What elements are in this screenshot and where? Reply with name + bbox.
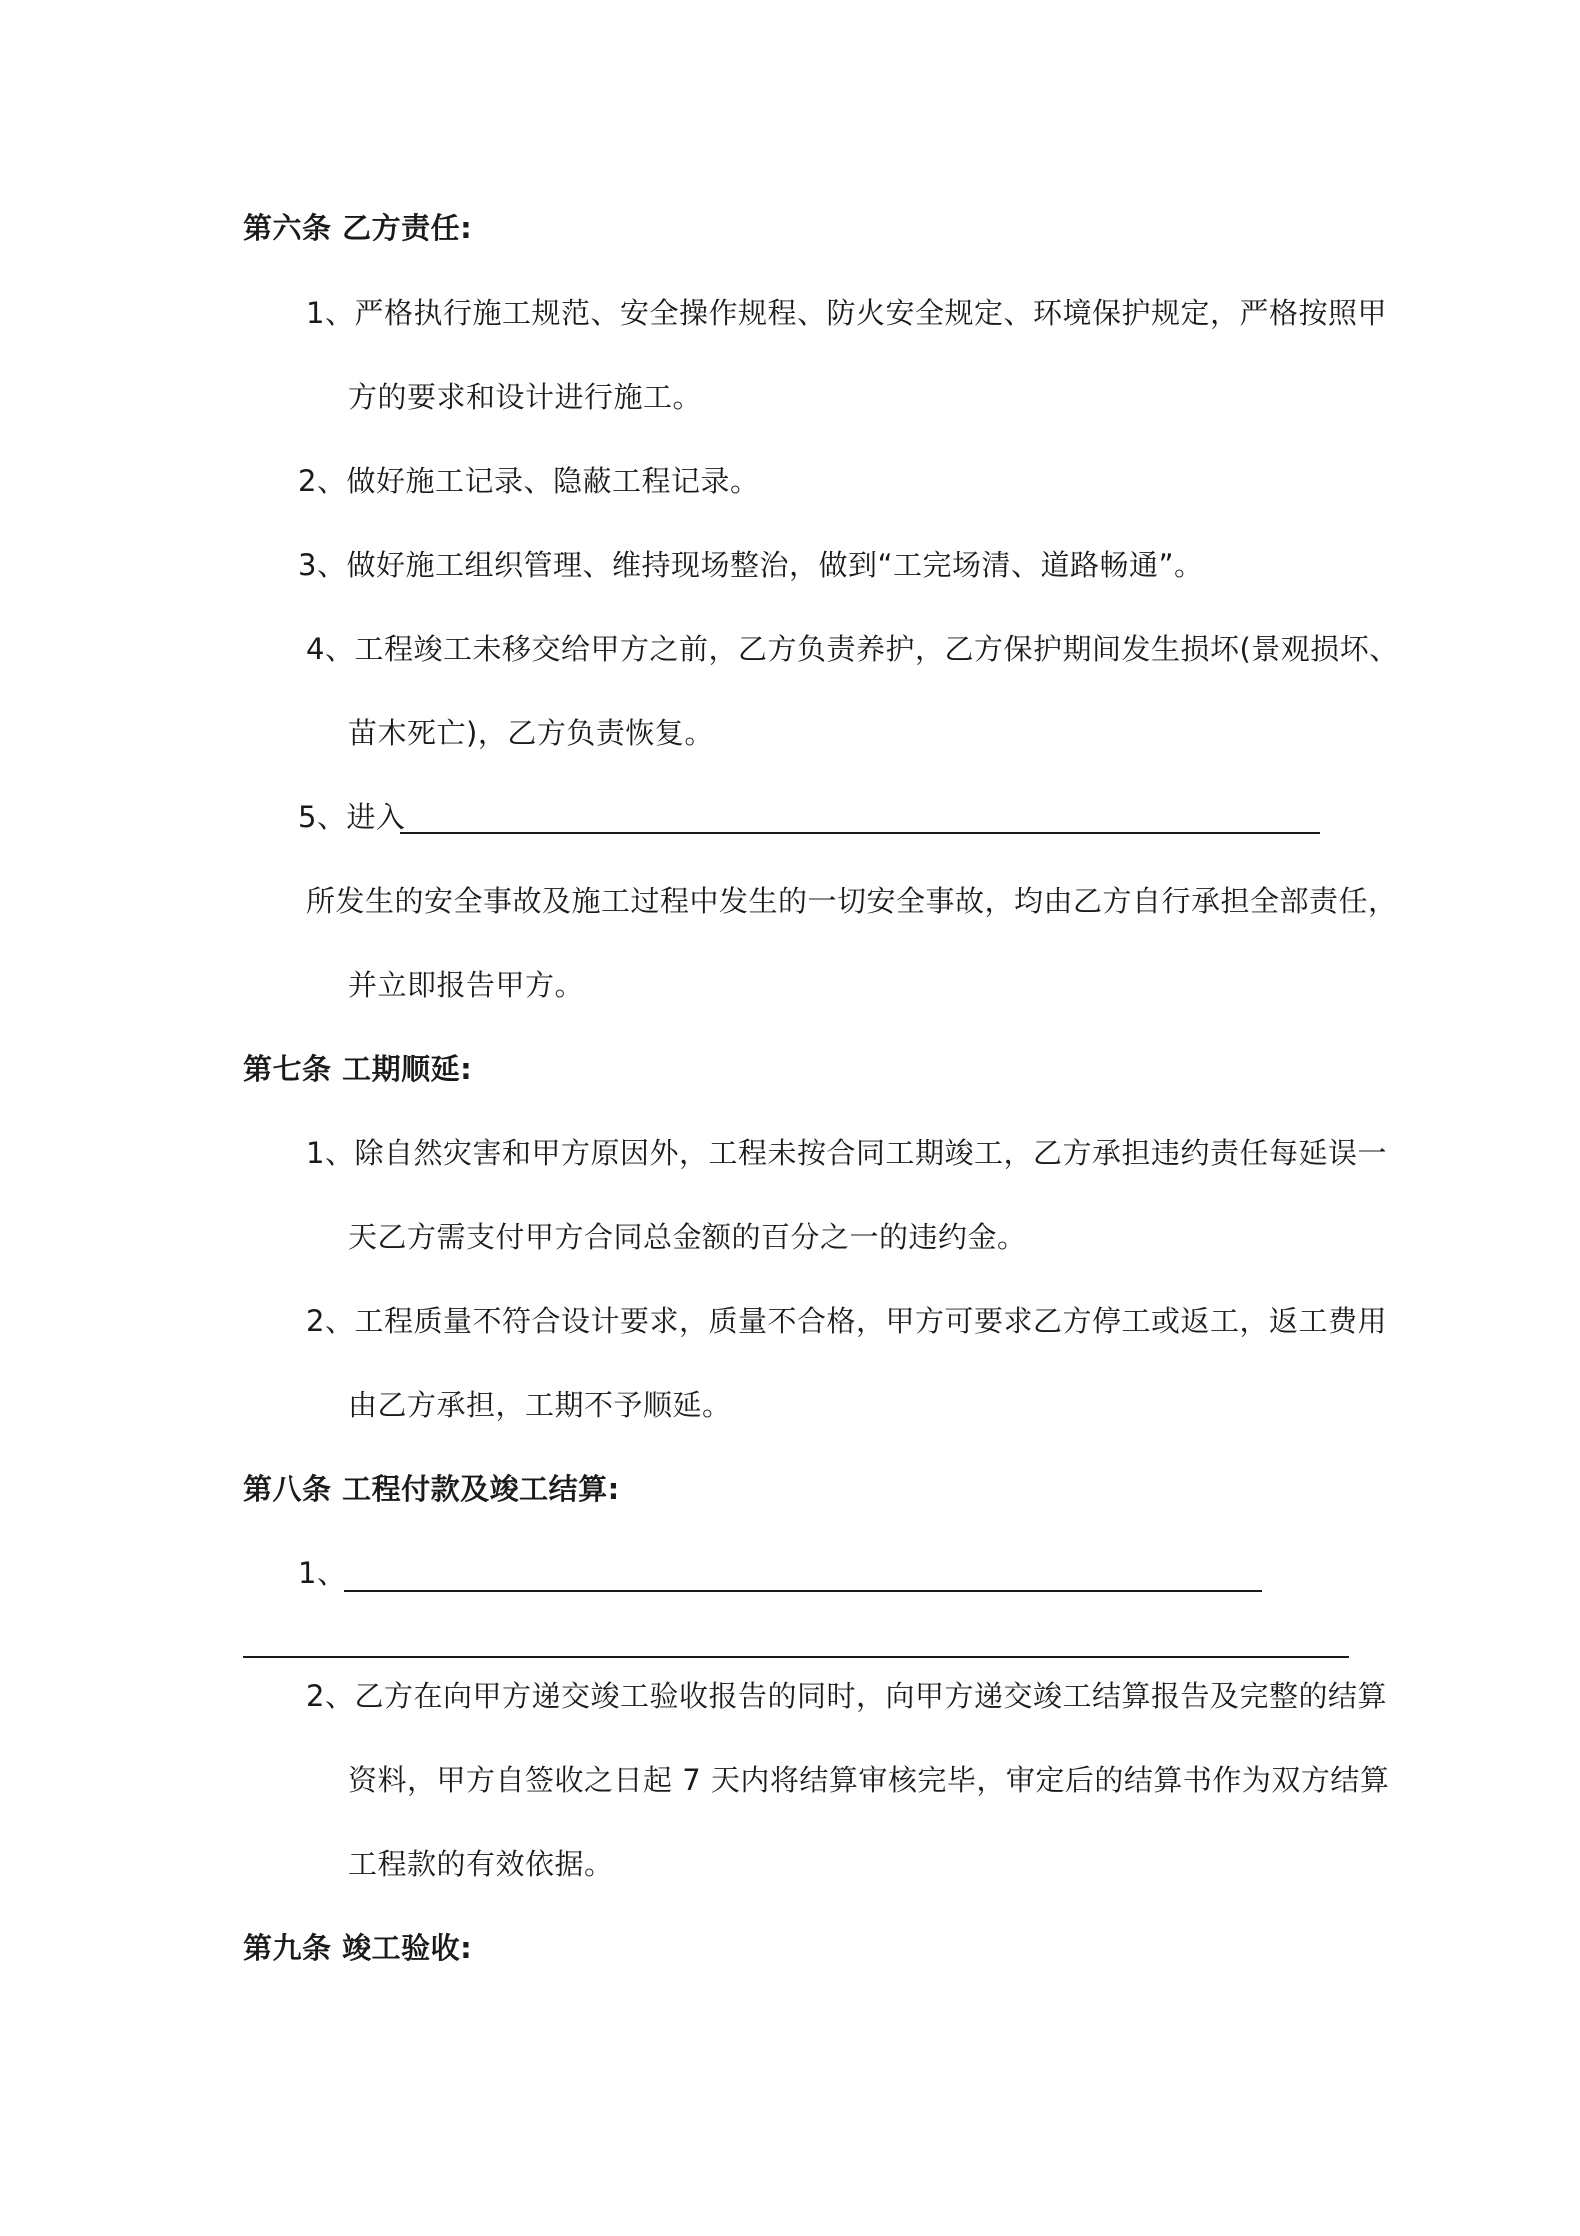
article-6-item-1-line-2: 方的要求和设计进行施工。: [348, 380, 703, 414]
article-6-item-5-line-2: 所发生的安全事故及施工过程中发生的一切安全事故，均由乙方自行承担全部责任，: [306, 884, 1398, 918]
article-6-item-5-prefix: 5、进入: [298, 800, 406, 834]
article-7-heading: 第七条 工期顺延:: [243, 1052, 473, 1086]
article-8-heading: 第八条 工程付款及竣工结算:: [243, 1472, 620, 1506]
article-7-item-2-line-2: 由乙方承担，工期不予顺延。: [348, 1388, 732, 1422]
article-6-item-2: 2、做好施工记录、隐蔽工程记录。: [298, 464, 760, 498]
article-6-item-3: 3、做好施工组织管理、维持现场整治，做到“工完场清、道路畅通”。: [298, 548, 1204, 582]
article-7-item-1-line-2: 天乙方需支付甲方合同总金额的百分之一的违约金。: [348, 1220, 1027, 1254]
article-6-item-4-line-1: 4、工程竣工未移交给甲方之前，乙方负责养护，乙方保护期间发生损坏(景观损坏、: [306, 632, 1399, 666]
article-6-item-4-line-2: 苗木死亡)，乙方负责恢复。: [348, 716, 714, 750]
article-7-item-2-line-1: 2、工程质量不符合设计要求，质量不合格，甲方可要求乙方停工或返工，返工费用: [306, 1304, 1387, 1338]
fill-in-blank-line: [243, 1656, 1349, 1658]
fill-in-blank-line: [344, 1590, 1262, 1592]
article-6-item-5-line-3: 并立即报告甲方。: [348, 968, 585, 1002]
fill-in-blank-line: [400, 832, 1320, 834]
article-6-item-1-line-1: 1、严格执行施工规范、安全操作规程、防火安全规定、环境保护规定，严格按照甲: [306, 296, 1387, 330]
article-8-item-1-prefix: 1、: [298, 1556, 347, 1590]
article-7-item-1-line-1: 1、除自然灾害和甲方原因外，工程未按合同工期竣工，乙方承担违约责任每延误一: [306, 1136, 1387, 1170]
article-8-item-2-line-1: 2、乙方在向甲方递交竣工验收报告的同时，向甲方递交竣工结算报告及完整的结算: [306, 1679, 1387, 1713]
article-8-item-2-line-2: 资料，甲方自签收之日起 7 天内将结算审核完毕，审定后的结算书作为双方结算: [348, 1763, 1390, 1797]
article-8-item-2-line-3: 工程款的有效依据。: [348, 1847, 614, 1881]
article-9-heading: 第九条 竣工验收:: [243, 1931, 473, 1965]
article-6-heading: 第六条 乙方责任:: [243, 211, 473, 245]
